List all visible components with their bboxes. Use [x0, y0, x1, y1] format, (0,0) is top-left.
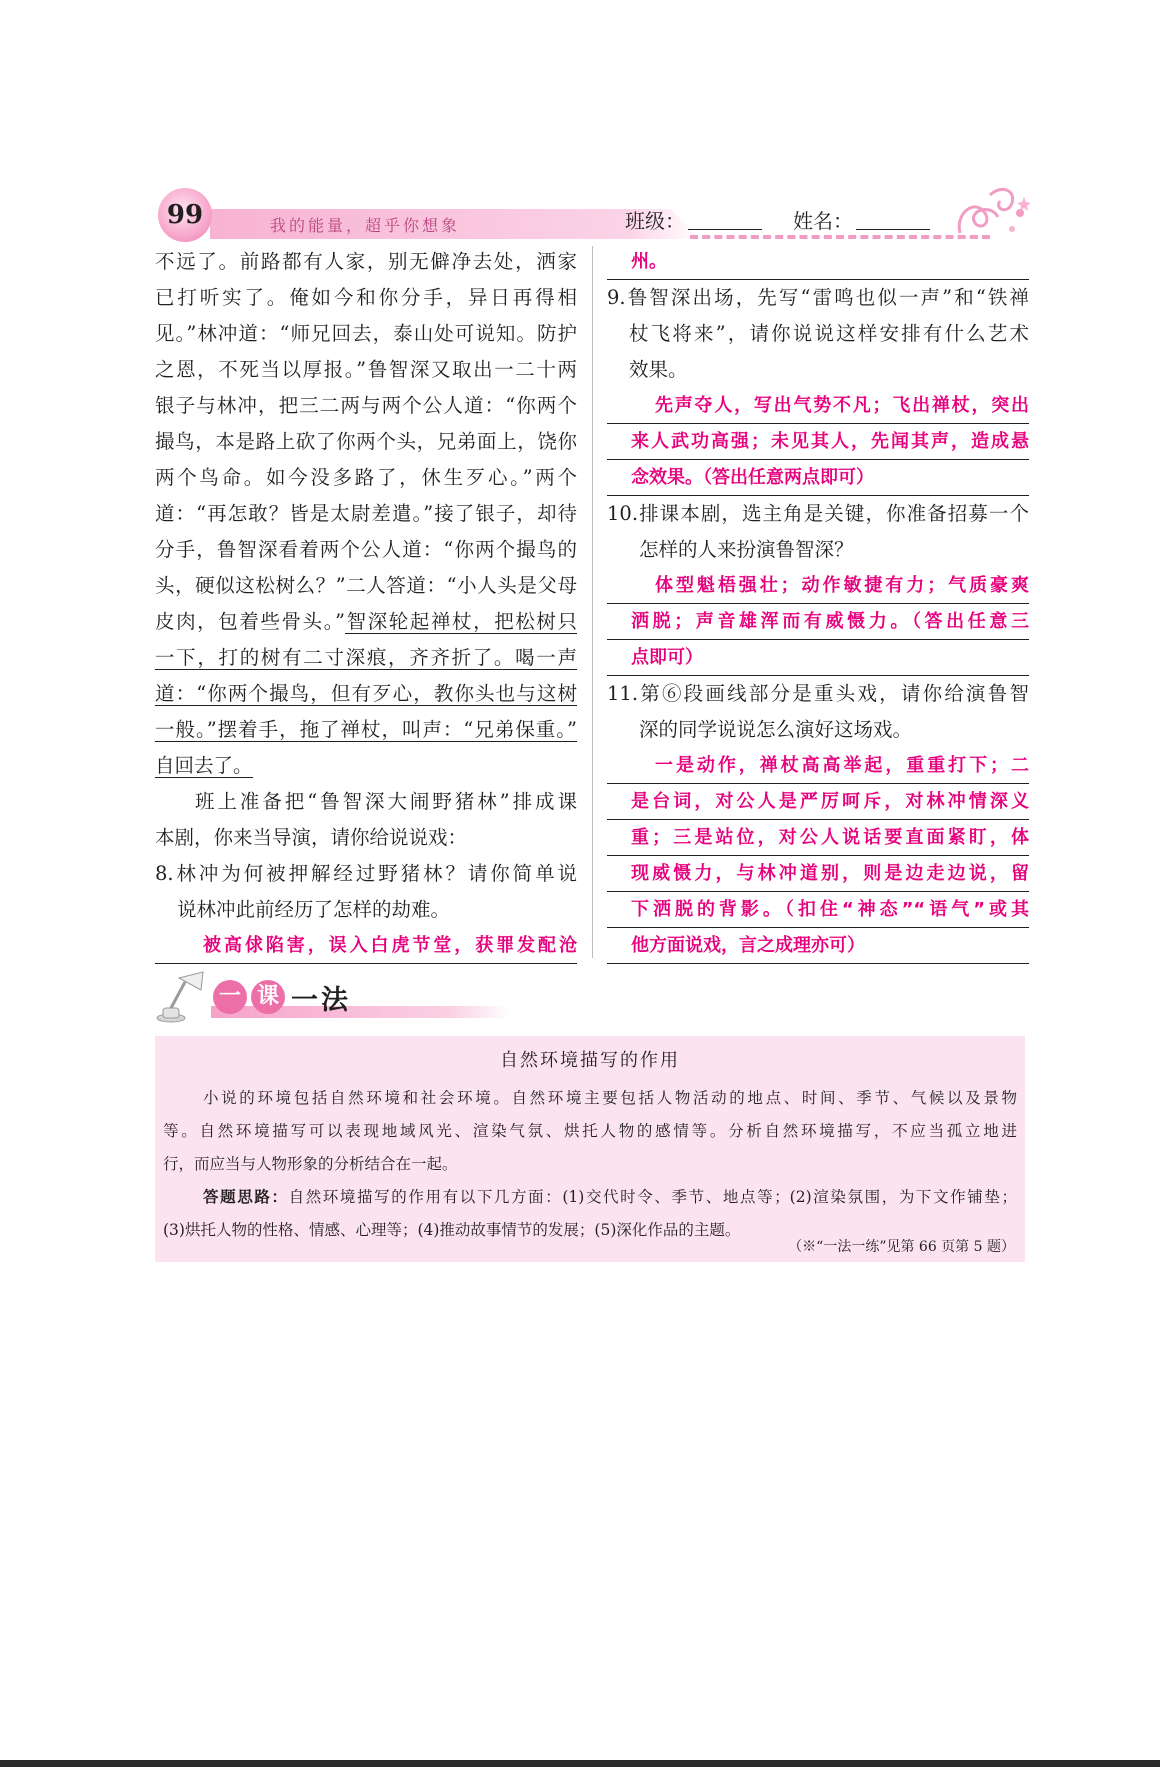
underlined-line: 一般。”摆着手，拖了禅杖，叫声：“兄弟保重。”	[155, 718, 577, 741]
question-10: 10.排课本剧，选主角是关键，你准备招募一个	[607, 502, 1029, 525]
answer-11-line[interactable]: 现威慑力，与林冲道别，则是边走边说，留	[607, 856, 1029, 892]
page-number: 99	[158, 188, 212, 242]
instruction-line: 班上准备把“鲁智深大闹野猪林”排成课	[195, 790, 577, 813]
header-char: 法	[321, 985, 348, 1016]
class-field[interactable]	[688, 229, 762, 230]
text-line: 已打听实了。俺如今和你分手，异日再得相	[155, 286, 577, 309]
answer-9-line[interactable]: 念效果。（答出任意两点即可）	[607, 460, 1029, 496]
header-circle-char: 一	[213, 980, 247, 1014]
answer-10-line[interactable]: 体型魁梧强壮；动作敏捷有力；气质豪爽	[607, 568, 1029, 604]
method-line: 行，而应当与人物形象的分析结合在一起。	[163, 1155, 458, 1173]
page-header	[150, 185, 1030, 243]
left-column	[155, 244, 577, 964]
method-body	[163, 1082, 1017, 1247]
text-line: 两个鸟命。如今没多路了，休生歹心。”两个	[155, 466, 577, 489]
underlined-segment: 智深轮起禅杖，把松树只	[345, 610, 577, 633]
class-label: 班级：	[625, 209, 685, 233]
plain-segment: 皮肉，包着些骨头。”	[155, 610, 346, 633]
answer-8-line[interactable]: 被高俅陷害，误入白虎节堂，获罪发配沧	[155, 928, 577, 964]
flourish-ornament-icon	[950, 183, 1030, 243]
bottom-bar	[0, 1760, 1160, 1767]
text-line: 银子与林冲，把三二两与两个公人道：“你两个	[155, 394, 577, 417]
tip-label: 答题思路：	[203, 1188, 289, 1206]
column-divider	[592, 246, 593, 958]
question-9-cont: 效果。	[629, 358, 688, 381]
mixed-line	[155, 604, 577, 640]
header-motto: 我的能量，超乎你想象	[270, 216, 461, 235]
question-10-cont: 怎样的人来扮演鲁智深？	[639, 538, 854, 561]
underlined-line: 道：“你两个撮鸟，但有歹心，教你头也与这树	[155, 682, 577, 705]
underlined-line: 一下，打的树有二寸深痕，齐齐折了。喝一声	[155, 646, 577, 669]
question-11: 11.第⑥段画线部分是重头戏，请你给演鲁智	[607, 682, 1029, 705]
name-field[interactable]	[856, 229, 930, 230]
method-box	[155, 1036, 1025, 1262]
text-line: 不远了。前路都有人家，别无僻净去处，洒家	[155, 250, 577, 273]
header-dashed-line	[690, 235, 990, 239]
answer-11-line[interactable]: 重；三是站位，对公人说话要直面紧盯，体	[607, 820, 1029, 856]
header-char: 一	[291, 985, 318, 1016]
answer-11-line[interactable]: 一是动作，禅杖高高举起，重重打下；二	[607, 748, 1029, 784]
tip-line: 答题思路：自然环境描写的作用有以下几方面：(1)交代时令、季节、地点等；(2)渲染氛围，为下文作铺垫；	[203, 1188, 1017, 1206]
text-line: 头，硬似这松树么？”二人答道：“小人头是父母	[155, 574, 577, 597]
desk-lamp-icon	[155, 968, 207, 1024]
name-label: 姓名：	[793, 209, 853, 233]
text-line: 道：“再怎敢？皆是太尉差遣。”接了银子，却待	[155, 502, 577, 525]
answer-11-line[interactable]: 是台词，对公人是严厉呵斥，对林冲情深义	[607, 784, 1029, 820]
header-circle-char: 课	[251, 980, 285, 1014]
question-8-cont: 说林冲此前经历了怎样的劫难。	[177, 898, 451, 921]
method-line: 小说的环境包括自然环境和社会环境。自然环境主要包括人物活动的地点、时间、季节、气候以及景物	[203, 1089, 1017, 1107]
method-reference: （※“一法一练”见第 66 页第 5 题）	[788, 1239, 1015, 1255]
text-line: 之恩，不死当以厚报。”鲁智深又取出一二十两	[155, 358, 577, 381]
question-9-cont: 杖飞将来”，请你说说这样安排有什么艺术	[629, 322, 1029, 345]
method-title: 自然环境描写的作用	[500, 1050, 680, 1071]
text-line: 见。”林冲道：“师兄回去，泰山处可说知。防护	[155, 322, 577, 345]
answer-10-line[interactable]: 点即可）	[607, 640, 1029, 676]
answer-11-line[interactable]: 下洒脱的背影。（扣住“神态”“语气”或其	[607, 892, 1029, 928]
right-column	[607, 244, 1029, 964]
underlined-line: 自回去了。	[155, 754, 253, 777]
answer-9-line[interactable]: 来人武功高强；未见其人，先闻其声，造成悬	[607, 424, 1029, 460]
text-line: 撮鸟，本是路上砍了你两个头，兄弟面上，饶你	[155, 430, 577, 453]
answer-10-line[interactable]: 洒脱；声音雄浑而有威慑力。（答出任意三	[607, 604, 1029, 640]
answer-11-line[interactable]: 他方面说戏，言之成理亦可）	[607, 928, 1029, 964]
method-section-header	[155, 968, 595, 1024]
instruction-line: 本剧，你来当导演，请你给说说戏：	[155, 826, 468, 849]
question-8: 8.林冲为何被押解经过野猪林？请你简单说	[155, 862, 577, 885]
tip-line: (3)烘托人物的性格、情感、心理等；(4)推动故事情节的发展；(5)深化作品的主题。	[163, 1221, 741, 1239]
method-line: 等。自然环境描写可以表现地域风光、渲染气氛、烘托人物的感情等。分析自然环境描写，不应当孤立地进	[163, 1122, 1017, 1140]
text-line: 分手，鲁智深看着两个公人道：“你两个撮鸟的	[155, 538, 577, 561]
answer-9-line[interactable]: 先声夺人，写出气势不凡；飞出禅杖，突出	[607, 388, 1029, 424]
answer-8-end[interactable]: 州。	[607, 244, 1029, 280]
question-11-cont: 深的同学说说怎么演好这场戏。	[639, 718, 913, 741]
question-9: 9.鲁智深出场，先写“雷鸣也似一声”和“铁禅	[607, 286, 1029, 309]
